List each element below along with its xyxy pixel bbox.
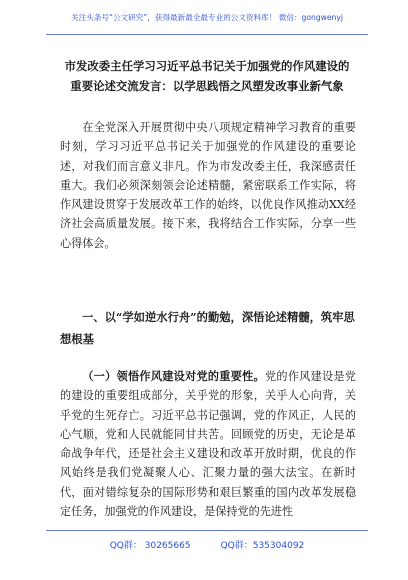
footer xyxy=(46,538,368,551)
header-divider xyxy=(46,34,368,35)
header-banner: 关注头条号“公文研究”，获得最新最全最专业的公文资料库！ 微信：gongwenyj xyxy=(71,13,343,22)
footer-qq-group-2: QQ群：535304092 xyxy=(220,541,305,551)
section-heading-1 xyxy=(60,306,356,350)
document-title-line-2: 重要论述交流发言：以学思践悟之风塑发改事业新气象 xyxy=(70,79,344,93)
intro-paragraph xyxy=(60,118,356,253)
subsection-paragraph-1 xyxy=(60,367,356,521)
footer-divider xyxy=(46,530,368,531)
footer-qq-group-1: QQ群： 30265665 xyxy=(109,541,191,551)
document-title-line-1: 市发改委主任学习习近平总书记关于加强党的作风建设的 xyxy=(64,59,350,73)
intro-text: 在全党深入开展贯彻中央八项规定精神学习教育的重要时刻，学习习近平总书记关于加强党的作风建设的重要论述，对我们而言意义非凡。作为市发改委主任，我深感责任重大。我们必须深刻领会论述精髓，紧密联系工作实际，将作风建设贯穿于发展改革工作的始终，以优良作风推动XX经济社会高质量发展。接下来，我将结合工作实际，分享一些心得体会。 xyxy=(60,121,356,250)
subsection-body: 党的作风建设是党的建设的重要组成部分，关乎党的形象，关乎人心向背，关乎党的生死存亡。习近平总书记强调，党的作风正，人民的心气顺，党和人民就能同甘共苦。回顾党的历史，无论是革命战争年代，还是社会主义建设和改革开放时期，优良的作风始终是我们党凝聚人心、汇聚力量的强大法宝。在新时代，面对错综复杂的国际形势和艰巨繁重的国内改革发展稳定任务，加强党的作风建设，是保持党的先进性 xyxy=(60,370,356,519)
section-heading-1-text: 一、以“学如逆水行舟”的勤勉，深悟论述精髓，筑牢思想根基 xyxy=(60,310,355,346)
subsection-lead: （一）领悟作风建设对党的重要性。 xyxy=(82,370,265,383)
